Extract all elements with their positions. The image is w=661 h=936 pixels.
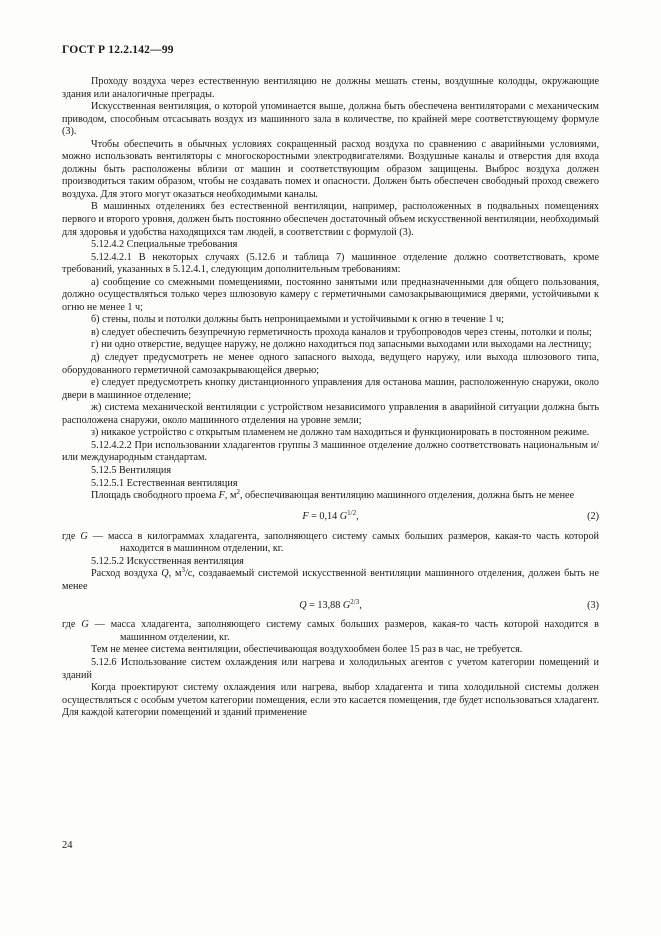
section-heading: 5.12.5.1 Естественная вентиляция (91, 477, 238, 489)
list-item: б) стены, полы и потолки должны быть непроницаемыми и устойчивыми к огню в течение 1 ч; (91, 314, 504, 326)
section-heading: 5.12.6 Использование систем охлаждения или нагрева и холодильных агентов с учетом категории помещений и зданий (62, 656, 599, 681)
formula-number: (2) (587, 510, 599, 522)
list-item: а) сообщение со смежными помещениями, постоянно занятыми или предназначенными для общего пользования, должно осуществляться только через шлюзовую камеру с герметичными самозакрывающимися дверями, устойчивыми к огню не менее 1 ч; (62, 276, 599, 313)
paragraph: Искусственная вентиляция, о которой упоминается выше, должна быть обеспечена вентиляторами с механическим приводом, способным отсасывать воздух из машинного зала в количестве, по крайней мере соответствующему формуле (3). (62, 101, 599, 138)
section-heading: 5.12.5.2 Искусственная вентиляция (91, 555, 244, 567)
paragraph: В машинных отделениях без естественной вентиляции, например, расположенных в подвальных помещениях первого и второго уровня, должен быть постоянно обеспечен достаточный объем искусственной вентиляции, необходимый для здоровья и удобства находящихся там людей, в соответствии с формулой (3). (62, 201, 599, 238)
formula-3: Q = 13,88 $G^{2/3}$, (3) (62, 593, 599, 619)
formula-2: F = 0,14 $G^{1/2}$, (2) (62, 503, 599, 531)
paragraph-flow: Расход воздуха Q, $м^3/с$, создаваемый системой искусственной вентиляции машинного отделения, должен быть не менее (62, 566, 600, 592)
list-item: з) никакое устройство с открытым пламенем не должно там находиться и функционировать в постоянном режиме. (91, 427, 590, 439)
list-item: е) следует предусмотреть кнопку дистанционного управления для останова машин, расположенную снаружи, около двери в машинное отделение; (62, 377, 599, 401)
paragraph: Чтобы обеспечить в обычных условиях сокращенный расход воздуха по сравнению с аварийными условиями, можно использовать вентиляторы с многоскоростными электродвигателями. Воздушные каналы и отверстия для входа должны быть расположены вблизи от машин и соответствующим образом защищены. Выброс воздуха должен производиться таким образом, чтобы не создавать помех и опасности. Должен быть обеспечен свободный проход свежего воздуха. Для этого могут оказаться необходимыми каналы. (62, 138, 599, 200)
document-body (62, 76, 599, 720)
paragraph-area: Площадь свободного проема F, $м^2$, обеспечивающая вентиляцию машинного отделения, должна быть не менее (91, 488, 575, 502)
variable-f: F (218, 490, 225, 502)
page-number: 24 (62, 840, 73, 851)
formula-definition: где G — масса хладагента, заполняющего систему самых больших размеров, какая-то часть которой находится в машинном отделении, кг. (62, 619, 599, 643)
paragraph: Тем не менее система вентиляции, обеспечивающая воздухообмен более 15 раз в час, не требуется. (91, 644, 523, 656)
list-item: ж) система механической вентиляции с устройством независимого управления в аварийной ситуации должна быть расположена снаружи, около машинного отделения на уровне земли; (62, 402, 599, 426)
formula-number: (3) (587, 600, 599, 612)
formula-definition: где G — масса в килограммах хладагента, заполняющего систему самых больших размеров, какая-то часть которой находится в машинном отделении, кг. (62, 530, 599, 555)
paragraph: Когда проектируют систему охлаждения или нагрева, выбор хладагента и типа холодильной системы должен осуществляться с особым учетом категории помещения, если это касается помещения, где будет использоваться хладагент. Для каждой категории помещений и зданий применение (62, 682, 599, 719)
list-item: г) ни одно отверстие, ведущее наружу, не должно находиться под запасными выходами или выходами на лестницу; (91, 339, 592, 351)
variable-q: Q (161, 568, 169, 580)
paragraph: 5.12.4.2.2 При использовании хладагентов группы 3 машинное отделение должно соответствовать национальным и/или международным стандартам. (62, 439, 599, 464)
section-heading: 5.12.4.2 Специальные требования (91, 239, 238, 251)
list-item: д) следует предусмотреть не менее одного запасного выхода, ведущего наружу, или выхода шлюзового типа, оборудованного герметичной самозакрывающейся дверью; (62, 352, 599, 376)
list-item: в) следует обеспечить безупречную герметичность прохода каналов и трубопроводов через стены, потолки и полы; (91, 326, 592, 338)
document-header: ГОСТ Р 12.2.142—99 (62, 44, 174, 56)
paragraph: Проходу воздуха через естественную вентиляцию не должны мешать стены, воздушные колодцы, окружающие здания или аналогичные преграды. (62, 76, 599, 100)
section-heading: 5.12.5 Вентиляция (91, 464, 172, 476)
paragraph: 5.12.4.2.1 В некоторых случаях (5.12.6 и таблица 7) машинное отделение должно соответствовать, кроме требований, указанных в 5.12.4.1, следующим дополнительным требованиям: (62, 251, 599, 276)
